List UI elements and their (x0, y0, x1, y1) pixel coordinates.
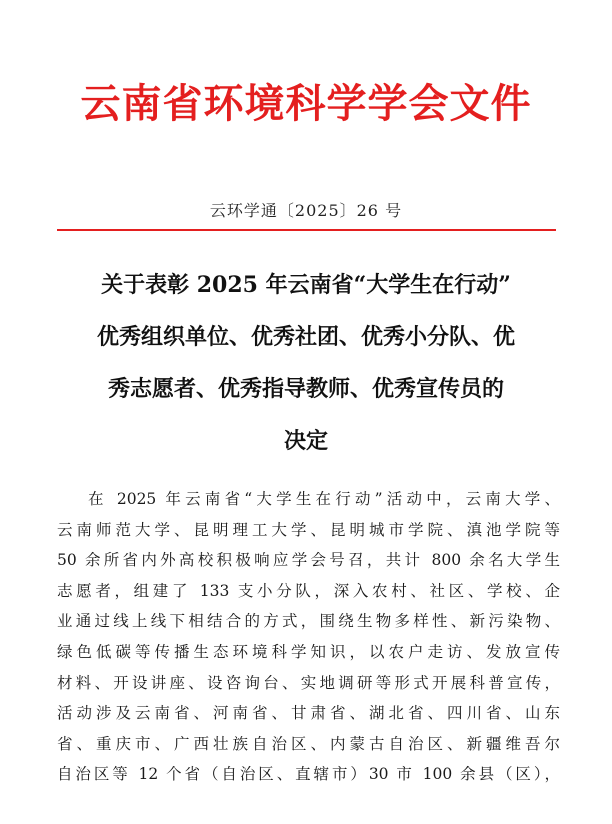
body-line: 材料、开设讲座、设咨询台、实地调研等形式开展科普宣传， (57, 673, 560, 692)
body-line: 业通过线上线下相结合的方式，围绕生物多样性、新污染物、 (57, 612, 560, 631)
document-number: 云环学通〔2025〕26 号 (209, 201, 403, 220)
body-line: 省、重庆市、广西壮族自治区、内蒙古自治区、新疆维吾尔 (57, 734, 560, 753)
body-line: 自治区等 12 个省（自治区、直辖市）30 市 100 余县（区）， (57, 765, 560, 784)
red-divider-rule (57, 229, 556, 231)
body-paragraph (57, 484, 560, 790)
title-line: 优秀组织单位、优秀社团、优秀小分队、优 (96, 324, 515, 350)
org-header-title: 云南省环境科学学会文件 (80, 80, 532, 127)
body-line: 绿色低碳等传播生态环境科学知识，以农户走访、发放宣传 (57, 642, 560, 661)
title-line: 秀志愿者、优秀指导教师、优秀宣传员的 (107, 376, 504, 402)
body-line: 活动涉及云南省、河南省、甘肃省、湖北省、四川省、山东 (57, 704, 560, 723)
title-line: 关于表彰 2025 年云南省“大学生在行动” (101, 272, 511, 298)
body-line: 50 余所省内外高校积极响应学会号召，共计 800 余名大学生 (57, 551, 560, 570)
title-line: 决定 (283, 428, 328, 454)
body-line: 云南师范大学、昆明理工大学、昆明城市学院、滇池学院等 (57, 520, 560, 539)
body-line: 志愿者，组建了 133 支小分队，深入农村、社区、学校、企 (57, 581, 560, 600)
document-title (50, 259, 562, 467)
body-line: 在 2025 年云南省“大学生在行动”活动中，云南大学、 (88, 490, 560, 508)
